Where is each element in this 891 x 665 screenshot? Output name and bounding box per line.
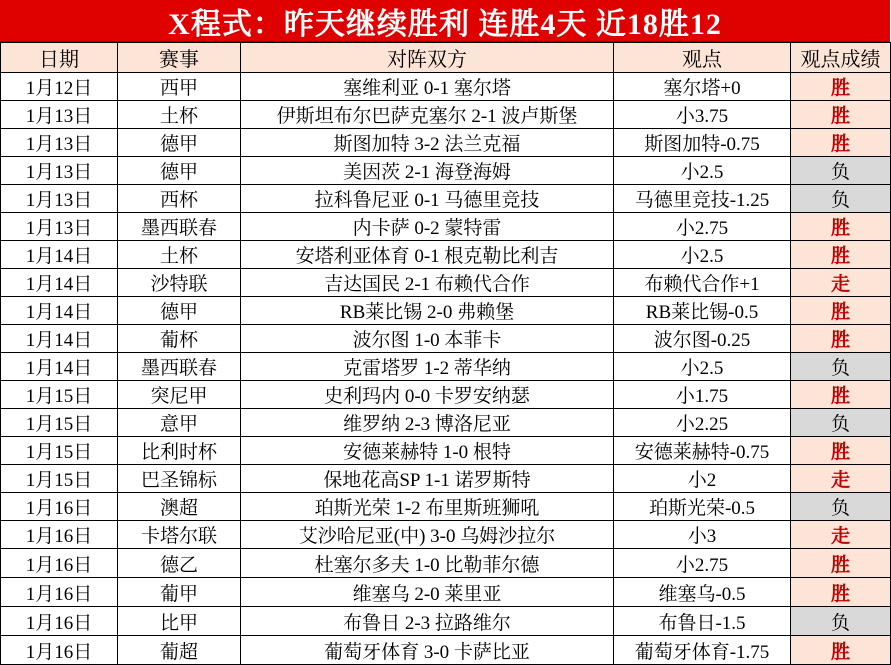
table-row xyxy=(1,636,891,665)
result-cell: 负 xyxy=(791,157,891,185)
date-cell: 1月14日 xyxy=(1,325,118,353)
result-cell: 负 xyxy=(791,185,891,213)
date-cell: 1月16日 xyxy=(1,636,118,665)
date-cell: 1月14日 xyxy=(1,353,118,381)
column-header: 对阵双方 xyxy=(241,43,614,73)
league-cell: 澳超 xyxy=(118,493,241,521)
result-cell: 负 xyxy=(791,607,891,636)
league-cell: 突尼甲 xyxy=(118,381,241,409)
match-cell: 吉达国民 2-1 布赖代合作 xyxy=(241,269,614,297)
view-cell: 布赖代合作+1 xyxy=(614,269,791,297)
table-row xyxy=(1,129,891,157)
league-cell: 德甲 xyxy=(118,157,241,185)
result-cell: 胜 xyxy=(791,241,891,269)
result-cell: 走 xyxy=(791,521,891,549)
result-cell: 胜 xyxy=(791,101,891,129)
table-row xyxy=(1,521,891,549)
result-cell: 胜 xyxy=(791,73,891,101)
date-cell: 1月15日 xyxy=(1,437,118,465)
result-cell: 胜 xyxy=(791,549,891,578)
table-row xyxy=(1,325,891,353)
league-cell: 沙特联 xyxy=(118,269,241,297)
page-title: X程式：昨天继续胜利 连胜4天 近18胜12 xyxy=(168,7,722,41)
league-cell: 比利时杯 xyxy=(118,437,241,465)
view-cell: 维塞乌-0.5 xyxy=(614,578,791,607)
league-cell: 墨西联春 xyxy=(118,353,241,381)
match-cell: RB莱比锡 2-0 弗赖堡 xyxy=(241,297,614,325)
result-cell: 胜 xyxy=(791,297,891,325)
date-cell: 1月12日 xyxy=(1,73,118,101)
match-cell: 塞维利亚 0-1 塞尔塔 xyxy=(241,73,614,101)
league-cell: 德甲 xyxy=(118,129,241,157)
result-cell: 走 xyxy=(791,465,891,493)
view-cell: 珀斯光荣-0.5 xyxy=(614,493,791,521)
league-cell: 比甲 xyxy=(118,607,241,636)
match-cell: 珀斯光荣 1-2 布里斯班狮吼 xyxy=(241,493,614,521)
view-cell: 塞尔塔+0 xyxy=(614,73,791,101)
league-cell: 西甲 xyxy=(118,73,241,101)
date-cell: 1月14日 xyxy=(1,297,118,325)
date-cell: 1月16日 xyxy=(1,578,118,607)
date-cell: 1月16日 xyxy=(1,521,118,549)
match-cell: 保地花高SP 1-1 诺罗斯特 xyxy=(241,465,614,493)
league-cell: 卡塔尔联 xyxy=(118,521,241,549)
league-cell: 德乙 xyxy=(118,549,241,578)
match-cell: 内卡萨 0-2 蒙特雷 xyxy=(241,213,614,241)
date-cell: 1月16日 xyxy=(1,493,118,521)
date-cell: 1月13日 xyxy=(1,101,118,129)
league-cell: 葡甲 xyxy=(118,578,241,607)
view-cell: 葡萄牙体育-1.75 xyxy=(614,636,791,665)
view-cell: 小2.75 xyxy=(614,213,791,241)
league-cell: 土杯 xyxy=(118,241,241,269)
match-cell: 艾沙哈尼亚(中) 3-0 乌姆沙拉尔 xyxy=(241,521,614,549)
table-row xyxy=(1,269,891,297)
view-cell: 小2.5 xyxy=(614,157,791,185)
table-row xyxy=(1,157,891,185)
view-cell: 安德莱赫特-0.75 xyxy=(614,437,791,465)
view-cell: 小3 xyxy=(614,521,791,549)
result-cell: 胜 xyxy=(791,325,891,353)
result-cell: 胜 xyxy=(791,381,891,409)
league-cell: 葡超 xyxy=(118,636,241,665)
match-cell: 克雷塔罗 1-2 蒂华纳 xyxy=(241,353,614,381)
date-cell: 1月15日 xyxy=(1,465,118,493)
match-cell: 安德莱赫特 1-0 根特 xyxy=(241,437,614,465)
table-row xyxy=(1,297,891,325)
date-cell: 1月14日 xyxy=(1,269,118,297)
result-cell: 胜 xyxy=(791,636,891,665)
table-header xyxy=(1,43,891,73)
result-cell: 胜 xyxy=(791,578,891,607)
view-cell: 波尔图-0.25 xyxy=(614,325,791,353)
table-body xyxy=(1,73,891,665)
date-cell: 1月14日 xyxy=(1,241,118,269)
table-row xyxy=(1,213,891,241)
match-cell: 杜塞尔多夫 1-0 比勒菲尔德 xyxy=(241,549,614,578)
match-cell: 安塔利亚体育 0-1 根克勒比利吉 xyxy=(241,241,614,269)
match-cell: 维罗纳 2-3 博洛尼亚 xyxy=(241,409,614,437)
view-cell: 小3.75 xyxy=(614,101,791,129)
match-cell: 伊斯坦布尔巴萨克塞尔 2-1 波卢斯堡 xyxy=(241,101,614,129)
table-header-row xyxy=(1,43,891,73)
table-row xyxy=(1,607,891,636)
view-cell: 小2.75 xyxy=(614,549,791,578)
result-cell: 胜 xyxy=(791,129,891,157)
result-cell: 负 xyxy=(791,409,891,437)
column-header: 观点成绩 xyxy=(791,43,891,73)
league-cell: 意甲 xyxy=(118,409,241,437)
match-cell: 斯图加特 3-2 法兰克福 xyxy=(241,129,614,157)
table-row xyxy=(1,101,891,129)
result-cell: 负 xyxy=(791,493,891,521)
date-cell: 1月13日 xyxy=(1,157,118,185)
column-header: 日期 xyxy=(1,43,118,73)
date-cell: 1月13日 xyxy=(1,129,118,157)
table-row xyxy=(1,465,891,493)
result-cell: 胜 xyxy=(791,213,891,241)
view-cell: 小2.5 xyxy=(614,241,791,269)
result-cell: 走 xyxy=(791,269,891,297)
match-cell: 史利玛内 0-0 卡罗安纳瑟 xyxy=(241,381,614,409)
league-cell: 墨西联春 xyxy=(118,213,241,241)
column-header: 赛事 xyxy=(118,43,241,73)
match-cell: 维塞乌 2-0 莱里亚 xyxy=(241,578,614,607)
view-cell: RB莱比锡-0.5 xyxy=(614,297,791,325)
table-row xyxy=(1,353,891,381)
view-cell: 马德里竞技-1.25 xyxy=(614,185,791,213)
table-row xyxy=(1,437,891,465)
view-cell: 小2.25 xyxy=(614,409,791,437)
match-cell: 布鲁日 2-3 拉路维尔 xyxy=(241,607,614,636)
match-cell: 美因茨 2-1 海登海姆 xyxy=(241,157,614,185)
match-cell: 拉科鲁尼亚 0-1 马德里竞技 xyxy=(241,185,614,213)
date-cell: 1月16日 xyxy=(1,607,118,636)
league-cell: 土杯 xyxy=(118,101,241,129)
table-row xyxy=(1,493,891,521)
view-cell: 小2 xyxy=(614,465,791,493)
table-row xyxy=(1,578,891,607)
table-row xyxy=(1,185,891,213)
date-cell: 1月16日 xyxy=(1,549,118,578)
view-cell: 斯图加特-0.75 xyxy=(614,129,791,157)
date-cell: 1月13日 xyxy=(1,213,118,241)
table-row xyxy=(1,241,891,269)
view-cell: 小1.75 xyxy=(614,381,791,409)
date-cell: 1月13日 xyxy=(1,185,118,213)
view-cell: 小2.5 xyxy=(614,353,791,381)
league-cell: 葡杯 xyxy=(118,325,241,353)
result-cell: 负 xyxy=(791,353,891,381)
title-banner xyxy=(0,0,890,42)
view-cell: 布鲁日-1.5 xyxy=(614,607,791,636)
result-cell: 胜 xyxy=(791,437,891,465)
picks-table xyxy=(0,42,891,665)
date-cell: 1月15日 xyxy=(1,381,118,409)
date-cell: 1月15日 xyxy=(1,409,118,437)
table-row xyxy=(1,409,891,437)
table-row xyxy=(1,549,891,578)
league-cell: 西杯 xyxy=(118,185,241,213)
league-cell: 巴圣锦标 xyxy=(118,465,241,493)
match-cell: 波尔图 1-0 本菲卡 xyxy=(241,325,614,353)
table-row xyxy=(1,73,891,101)
league-cell: 德甲 xyxy=(118,297,241,325)
column-header: 观点 xyxy=(614,43,791,73)
match-cell: 葡萄牙体育 3-0 卡萨比亚 xyxy=(241,636,614,665)
table-row xyxy=(1,381,891,409)
